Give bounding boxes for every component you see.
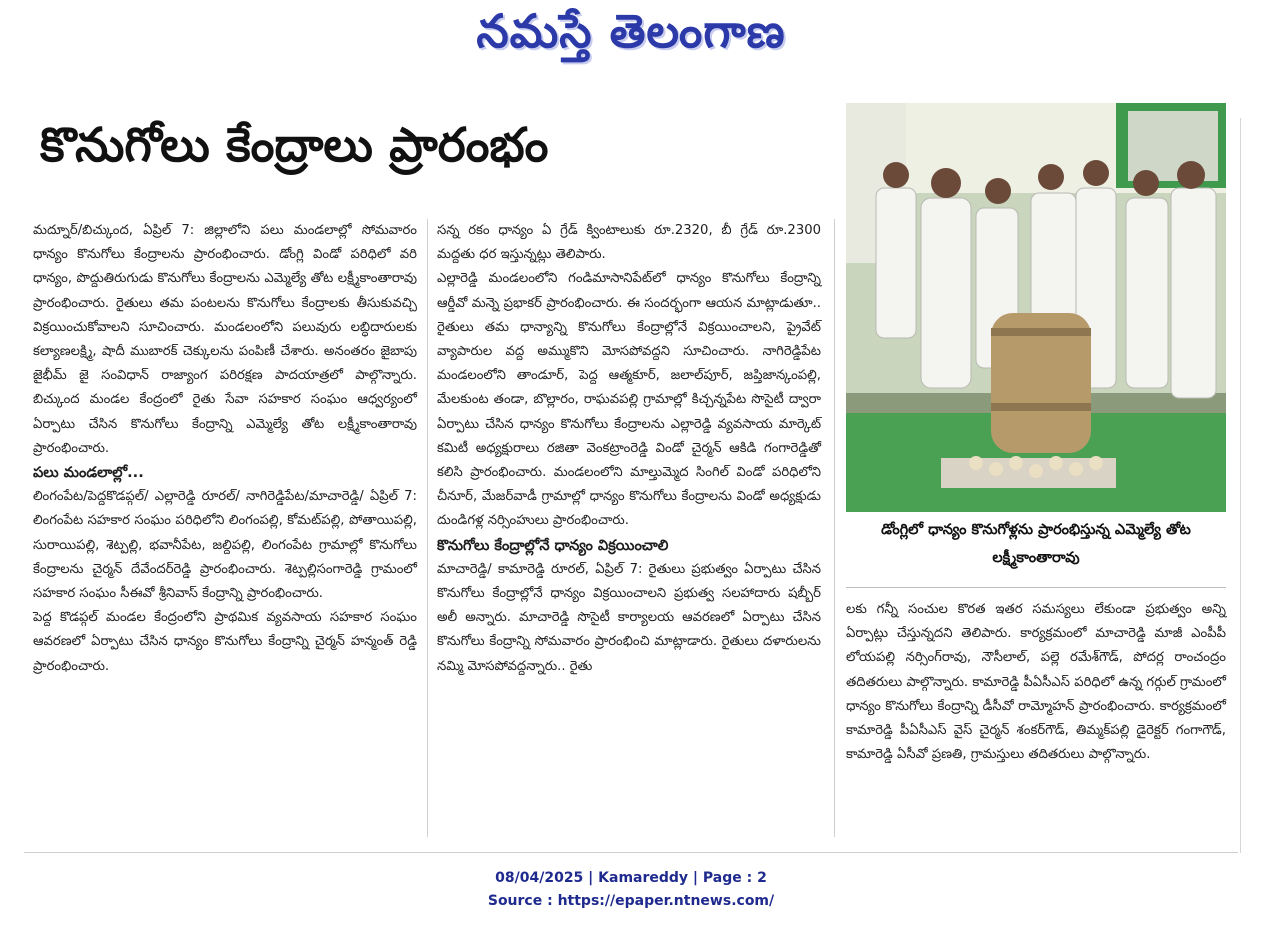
subheading: పలు మండలాల్లో... xyxy=(33,465,144,482)
paragraph: సన్న రకం ధాన్యం ఏ గ్రేడ్ క్వింటాలుకు రూ.2320, బీ గ్రేడ్ రూ.2300 మద్దతు ధర ఇస్తున్నట్లు తెలిపారు. xyxy=(437,223,821,263)
article-column-2 xyxy=(437,219,821,679)
paragraph: లకు గన్నీ సంచుల కొరత ఇతర సమస్యలు లేకుండా ప్రభుత్వం అన్ని ఏర్పాట్లు చేస్తున్నదని తెలిపారు. కార్యక్రమంలో మాచారెడ్డి మాజీ ఎంపీపీ లోయపల్లి నర్సింగ్‌రావు, నౌసీలాల్, పల్లె రమేశ్‌గౌడ్, పోదర్ల రాంచంద్రం తదితరులు పాల్గొన్నారు. కామారెడ్డి పీఏసీఎస్ పరిధిలో ఉన్న గర్గుల్ గ్రామంలో ధాన్యం కొనుగోలు కేంద్రాన్ని డీసీవో రామ్మోహన్ ప్రారంభించారు. కార్యక్రమంలో కామారెడ్డి పీఏసీఎస్ వైస్ చైర్మన్ శంకర్‌గౌడ్, తిమ్మక్‌పల్లి డైరెక్టర్ గంగాగౌడ్, కామారెడ్డి ఏసీవో ప్రణతి, గ్రామస్తులు తదితరులు పాల్గొన్నారు. xyxy=(846,602,1226,763)
footer-divider xyxy=(24,852,1238,853)
news-photo xyxy=(846,103,1226,512)
footer-dateline: 08/04/2025 | Kamareddy | Page : 2 xyxy=(495,870,767,886)
article-column-3 xyxy=(846,598,1226,767)
paragraph: మాచారెడ్డి/ కామారెడ్డి రూరల్, ఏప్రిల్ 7: రైతులు ప్రభుత్వం ఏర్పాటు చేసిన కొనుగోలు కేంద్రాల్లోనే ధాన్యం విక్రయించాలని ప్రభుత్వ సలహాదారు షబ్బీర్ అలీ అన్నారు. మాచారెడ్డి సొసైటీ కార్యాలయ ఆవరణలో ఏర్పాటు చేసిన కొనుగోలు కేంద్రాన్ని సోమవారం ప్రారంభించి మాట్లాడారు. రైతులు దళారులను నమ్మి మోసపోవద్దన్నారు.. రైతు xyxy=(437,561,821,674)
photo-caption: డోంగ్లిలో ధాన్యం కొనుగోళ్లను ప్రారంభిస్తున్న ఎమ్మెల్యే తోట లక్ష్మీకాంతారావు xyxy=(881,522,1191,566)
paragraph: మద్నూర్/బిచ్కుంద, ఏప్రిల్ 7: జిల్లాలోని పలు మండలాల్లో సోమవారం ధాన్యం కొనుగోలు కేంద్రాలను ప్రారంభించారు. డోంగ్లి విండో పరిధిలో వరి ధాన్యం, పొద్దుతిరుగుడు కొనుగోలు కేంద్రాలను ఎమ్మెల్యే తోట లక్ష్మీకాంతారావు ప్రారంభించారు. రైతులు తమ పంటలను కొనుగోలు కేంద్రాలకు తీసుకువచ్చి విక్రయించుకోవాలని సూచించారు. మండలంలోని పలువురు లబ్ధిదారులకు కల్యాణలక్ష్మి, షాదీ ముబారక్ చెక్కులను పంపిణీ చేశారు. అనంతరం జైబాపు జైభీమ్ జై సంవిధాన్ రాజ్యాంగ పరిరక్షణ పాదయాత్రలో పాల్గొన్నారు. బిచ్కుంద మండల కేంద్రంలో రైతు సేవా సహకార సంఘం ఆధ్వర్యంలో ఏర్పాటు చేసిన కొనుగోలు కేంద్రాన్ని ఎమ్మెల్యే తోట లక్ష్మీకాంతారావు ప్రారంభించారు. xyxy=(33,223,417,456)
column-divider xyxy=(427,219,428,837)
masthead-logo: నమస్తే తెలంగాణ xyxy=(476,4,786,58)
paragraph: ఎల్లారెడ్డి మండలంలోని గండిమాసానిపేట్‌లో ధాన్యం కొనుగోలు కేంద్రాన్ని ఆర్డీవో మన్నె ప్రభాకర్ ప్రారంభించారు. ఈ సందర్భంగా ఆయన మాట్లాడుతూ.. రైతులు తమ ధాన్యాన్ని కొనుగోలు కేంద్రాల్లోనే విక్రయించాలని, ప్రైవేట్ వ్యాపారుల వద్ద అమ్ముకొని మోసపోవద్దని సూచించారు. నాగిరెడ్డిపేట మండలంలోని తాండూర్, పెద్ద ఆత్మకూర్, జలాల్‌పూర్, జప్తిజాన్కంపల్లి, మేలకుంట తండా, బొల్లారం, రాఘవపల్లి గ్రామాల్లో కిచ్చన్నపేట సొసైటీ ద్వారా ఏర్పాటు చేసిన ధాన్యం కొనుగోలు కేంద్రాలను ఎల్లారెడ్డి వ్యవసాయ మార్కెట్ కమిటీ అధ్యక్షురాలు రజితా వెంకట్రాంరెడ్డి విండో చైర్మన్ ఆకిడి గంగారెడ్డితో కలిసి ప్రారంభించారు. మండలంలోని మాల్తుమ్మెద సింగిల్ విండో పరిధిలోని చీనూర్, మేజర్‌వాడీ గ్రామాల్లో ధాన్యం కొనుగోలు కేంద్రాలను విండో అధ్యక్షుడు దుండిగళ్ల నర్సింహులు ప్రారంభించారు. xyxy=(437,271,821,529)
caption-divider xyxy=(846,587,1226,588)
footer-source-link[interactable]: Source : https://epaper.ntnews.com/ xyxy=(487,893,775,909)
paragraph: లింగంపేట/పెద్దకొడప్గల్/ ఎల్లారెడ్డి రూరల్/ నాగిరెడ్డిపేట/మాచారెడ్డి/ ఏప్రిల్ 7: లింగంపేట సహకార సంఘం పరిధిలోని లింగంపల్లి, కోమట్‌పల్లి, పోతాయిపల్లి, సురాయిపల్లి, శెట్పల్లి, భవానీపేట, జల్దిపల్లి, లింగంపేట గ్రామాల్లో కొనుగోలు కేంద్రాలను చైర్మన్ దేవేందర్‌రెడ్డి ప్రారంభించారు. శెట్పల్లిసంగారెడ్డి గ్రామంలో సహకార సంఘం సీఈవో శ్రీనివాస్ కేంద్రాన్ని ప్రారంభించారు. xyxy=(33,489,417,602)
page-edge-rule xyxy=(1240,118,1241,853)
subheading: కొనుగోలు కేంద్రాల్లోనే ధాన్యం విక్రయించాలి xyxy=(437,537,669,554)
article-headline: కొనుగోలు కేంద్రాలు ప్రారంభం xyxy=(40,118,549,173)
news-photo-illustration xyxy=(846,103,1226,512)
column-divider xyxy=(834,219,835,837)
paragraph: పెద్ద కొడప్గల్ మండల కేంద్రంలోని ప్రాథమిక వ్యవసాయ సహకార సంఘం ఆవరణలో ఏర్పాటు చేసిన ధాన్యం కొనుగోలు కేంద్రాన్ని చైర్మన్ హన్మంత్ రెడ్డి ప్రారంభించారు. xyxy=(33,610,417,674)
article-column-1 xyxy=(33,219,417,679)
